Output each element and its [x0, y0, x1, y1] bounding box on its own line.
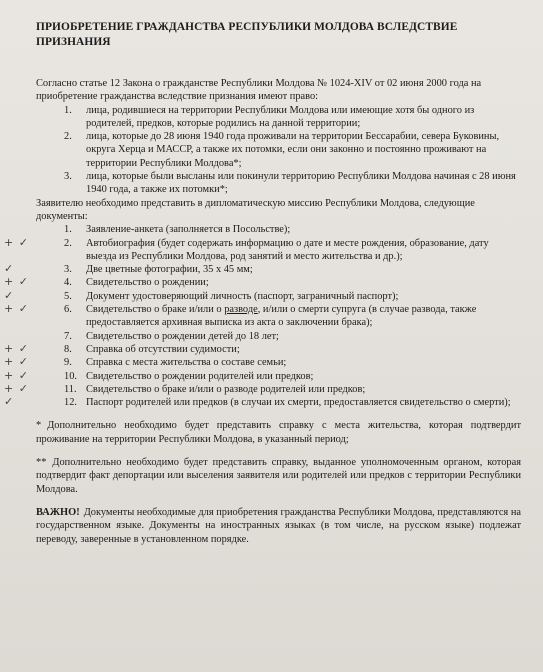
document-item: ✓ 5. Документ удостоверяющий личность (паспорт, заграничный паспорт); — [4, 288, 399, 302]
document-item: ✓ 12. Паспорт родителей или предков (в случаи их смерти, предоставляется свидетельство о смерти); — [4, 395, 511, 409]
intro-paragraph: Согласно статье 12 Закона о гражданстве Республики Молдова № 1024-XIV от 02 июня 2000 года на приобретение гражданства вследствие признания имеют право: — [36, 78, 482, 103]
document-item: + ✓ 2. Автобиография (будет содержать информацию о дате и месте рождения, образование, дату выезда из Республики Молдова, род занятий и место жительства и др.); — [4, 235, 489, 262]
document-item: ✓ 3. Две цветные фотографии, 35 x 45 мм; — [4, 262, 253, 276]
document-item: 1. Заявление-анкета (заполняется в Посольстве); — [64, 224, 291, 236]
eligible-item: 3. лица, которые были высланы или покинули территорию Республики Молдова начиная с 28 июня 1940 года, а также их потомки*; — [64, 171, 516, 196]
handwritten-mark: + ✓ — [4, 355, 29, 369]
underlined-word: разводе — [224, 304, 258, 316]
document-item: + ✓ 4. Свидетельство о рождении; — [4, 275, 209, 289]
handwritten-mark: + ✓ — [4, 235, 29, 249]
handwritten-mark: ✓ — [4, 395, 15, 409]
document-item: + ✓ 8. Справка об отсутствии судимости; — [4, 341, 240, 355]
eligible-item: 1. лица, родившиеся на территории Республики Молдова или имеющие хотя бы одного из родителей, предков, которые родились на данной территории; — [64, 104, 475, 129]
handwritten-mark: + ✓ — [4, 275, 29, 289]
important-notice: ВАЖНО! Документы необходимые для приобретения гражданства Республики Молдова, представляются на государственном языке. Документы на иностранных языках (в том числе, на русском языке) подлежат переводу, заверенные в установленном порядке. — [36, 506, 521, 545]
handwritten-mark: + ✓ — [4, 341, 29, 355]
document-title: ПРИОБРЕТЕНИЕ ГРАЖДАНСТВА РЕСПУБЛИКИ МОЛДОВА ВСЛЕДСТВИЕ ПРИЗНАНИЯ — [36, 21, 458, 48]
document-item: + ✓ 11. Свидетельство о браке и/или о разводе родителей или предков; — [4, 381, 366, 395]
eligible-item: 2. лица, которые до 28 июня 1940 года проживали на территории Бессарабии, севера Буковины, округа Херца и МАССР, а также их потомки, если они законно и постоянно проживают на территории Республики Молдова*; — [64, 131, 500, 169]
handwritten-mark: ✓ — [4, 262, 15, 276]
document-item: + ✓ 10. Свидетельство о рождении родителей или предков; — [4, 368, 314, 382]
footnote-2: ** Дополнительно необходимо будет представить справку, выданное уполномоченным органом, которая подтвердит факт депортации или выселения заявителя или родителей или предков с территории Республики Молдова. — [36, 457, 521, 495]
handwritten-mark: + ✓ — [4, 302, 29, 316]
documents-lead: Заявителю необходимо представить в дипломатическую миссию Республики Молдова, следующие документы: — [36, 197, 475, 222]
footnote-1: * Дополнительно необходимо будет представить справку с места жительства, которая подтвердит проживание на территории Республики Молдова, в указанный период; — [36, 420, 521, 445]
documents-list — [4, 223, 521, 409]
document-item: + ✓ 9. Справка с места жительства о составе семьи; — [4, 355, 287, 369]
handwritten-mark: + ✓ — [4, 368, 29, 382]
important-label: ВАЖНО! — [36, 506, 80, 518]
eligible-list — [36, 104, 521, 197]
handwritten-mark: ✓ — [4, 288, 15, 302]
document-item: + ✓ 6. Свидетельство о браке и/или о разводе, и/или о смерти супруга (в случае развода, также предоставляется архивная выписка из акта о заключении брака); — [4, 302, 477, 329]
document-item: 7. Свидетельство о рождении детей до 18 лет; — [64, 330, 279, 342]
handwritten-mark: + ✓ — [4, 381, 29, 395]
